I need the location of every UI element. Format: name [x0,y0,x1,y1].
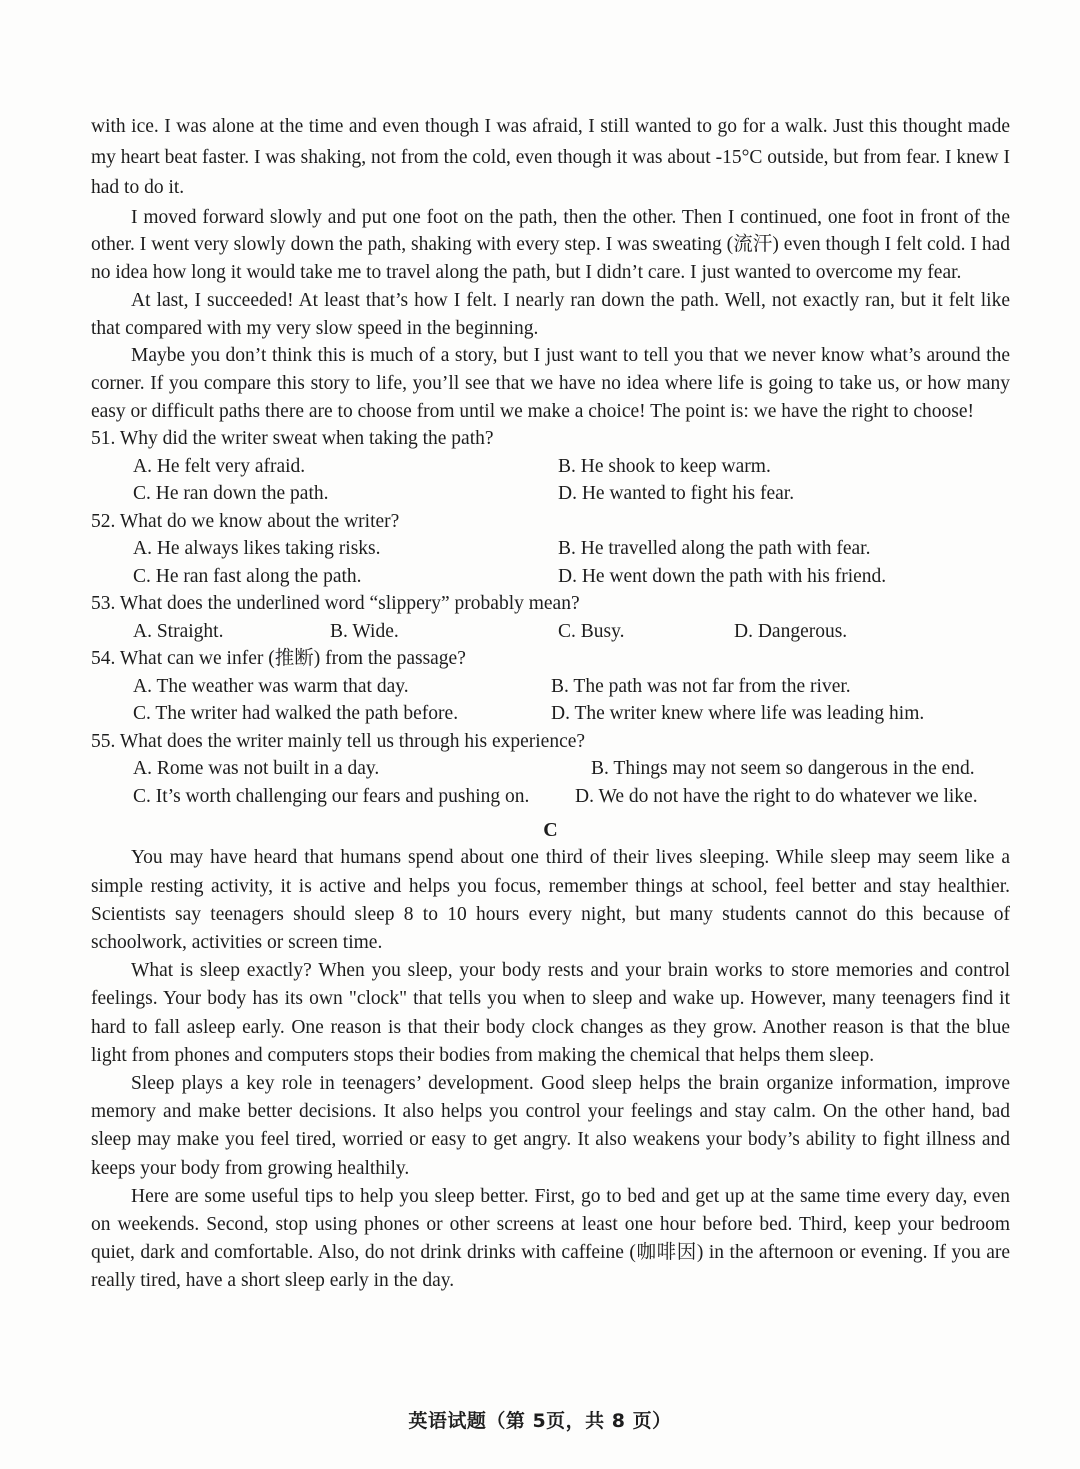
options-row [91,618,1010,646]
question-55 [91,728,1010,811]
option-d: D. The writer knew where life was leading him. [551,703,925,725]
option-a: A. Straight. [133,620,224,642]
option-c: C. The writer had walked the path before. [133,703,459,725]
passage-b-paragraph-3: At last, I succeeded! At least that’s how I felt. I nearly ran down the path. Well, not exactly ran, but it felt like that compared with my very slow speed in the beginning. [91,289,1010,339]
option-d: D. He wanted to fight his fear. [558,483,795,505]
options-row [91,535,1010,563]
option-c: C. Busy. [558,620,625,642]
option-a: A. He felt very afraid. [133,455,306,477]
options-row [91,480,1010,508]
options-row [91,673,1010,701]
passage-b-paragraph-2: I moved forward slowly and put one foot on the path, then the other. Then I continued, one foot in front of the other. I went very slowly down the path, shaking with every step. I was sweating (流汗) even though I felt cold. I had no idea how long it would take me to travel along the path, but I didn’t care. I just wanted to overcome my fear. [91,206,1010,284]
options-row [91,755,1010,783]
passage-b-paragraph-4: Maybe you don’t think this is much of a story, but I just want to tell you that we never know what’s around the corner. If you compare this story to life, you’ll see that we have no idea where life is going to take us, or how many easy or difficult paths there are to choose from until we make a choice! The point is: we have the right to choose! [91,345,1010,422]
option-b: B. The path was not far from the river. [551,675,851,697]
option-a: A. The weather was warm that day. [133,675,409,697]
question-54 [91,645,1010,728]
page-footer: 英语试题（第 5页，共 8 页） [408,1410,672,1432]
question-51 [91,425,1010,508]
option-c: C. He ran fast along the path. [133,565,362,587]
options-row [91,453,1010,481]
options-row [91,783,1010,811]
passage-b-paragraph-1: with ice. I was alone at the time and even though I was afraid, I still wanted to go for a walk. Just this thought made my heart beat faster. I was shaking, not from the cold, even though it was about -15°C outside, but from fear. I knew I had to do it. [91,116,1010,199]
option-b: B. Things may not seem so dangerous in the end. [591,758,975,780]
question-53 [91,590,1010,645]
option-b: B. He travelled along the path with fear. [558,538,871,560]
question-stem: 51. Why did the writer sweat when taking the path? [91,428,494,450]
section-heading-c: C [543,819,558,842]
question-stem: 52. What do we know about the writer? [91,510,400,532]
passage-c-paragraph-1: You may have heard that humans spend about one third of their lives sleeping. While sleep may seem like a simple resting activity, it is active and helps you focus, remember things at school, feel better and stay healthier. Scientists say teenagers should sleep 8 to 10 hours every night, but many students cannot do this because of schoolwork, activities or screen time. [91,847,1010,954]
option-a: A. He always likes taking risks. [133,538,381,560]
passage-c-paragraph-2: What is sleep exactly? When you sleep, your body rests and your brain works to store memories and control feelings. Your body has its own "clock" that tells you when to sleep and wake up. However, many teenagers find it hard to fall asleep early. One reason is that their body clock changes as they grow. Another reason is that the blue light from phones and computers stops their bodies from making the chemical that helps them sleep. [91,960,1010,1066]
question-stem: 53. What does the underlined word “slippery” probably mean? [91,593,580,615]
page-content [91,112,1010,1296]
passage-c-paragraph-3: Sleep plays a key role in teenagers’ development. Good sleep helps the brain organize information, improve memory and make better decisions. It also helps you control your feelings and stay calm. On the other hand, bad sleep may make you feel tired, worried or easy to get angry. It also weakens your body’s ability to fight illness and keeps your body from growing healthily. [91,1073,1010,1179]
question-52 [91,508,1010,591]
option-a: A. Rome was not built in a day. [133,758,380,780]
option-c: C. He ran down the path. [133,483,329,505]
option-d: D. We do not have the right to do whatever we like. [575,785,978,807]
option-d: D. Dangerous. [734,620,848,642]
option-c: C. It’s worth challenging our fears and pushing on. [133,785,530,807]
question-stem: 54. What can we infer (推断) from the passage? [91,648,466,670]
option-b: B. Wide. [330,620,399,642]
option-b: B. He shook to keep warm. [558,455,771,477]
option-d: D. He went down the path with his friend. [558,565,887,587]
question-stem: 55. What does the writer mainly tell us through his experience? [91,730,586,752]
options-row [91,700,1010,728]
options-row [91,563,1010,591]
passage-c-paragraph-4: Here are some useful tips to help you sleep better. First, go to bed and get up at the same time every day, even on weekends. Second, stop using phones or other screens at least one hour before bed. Third, keep your bedroom quiet, dark and comfortable. Also, do not drink drinks with caffeine (咖啡因) in the afternoon or evening. If you are really tired, have a short sleep early in the day. [91,1185,1010,1292]
